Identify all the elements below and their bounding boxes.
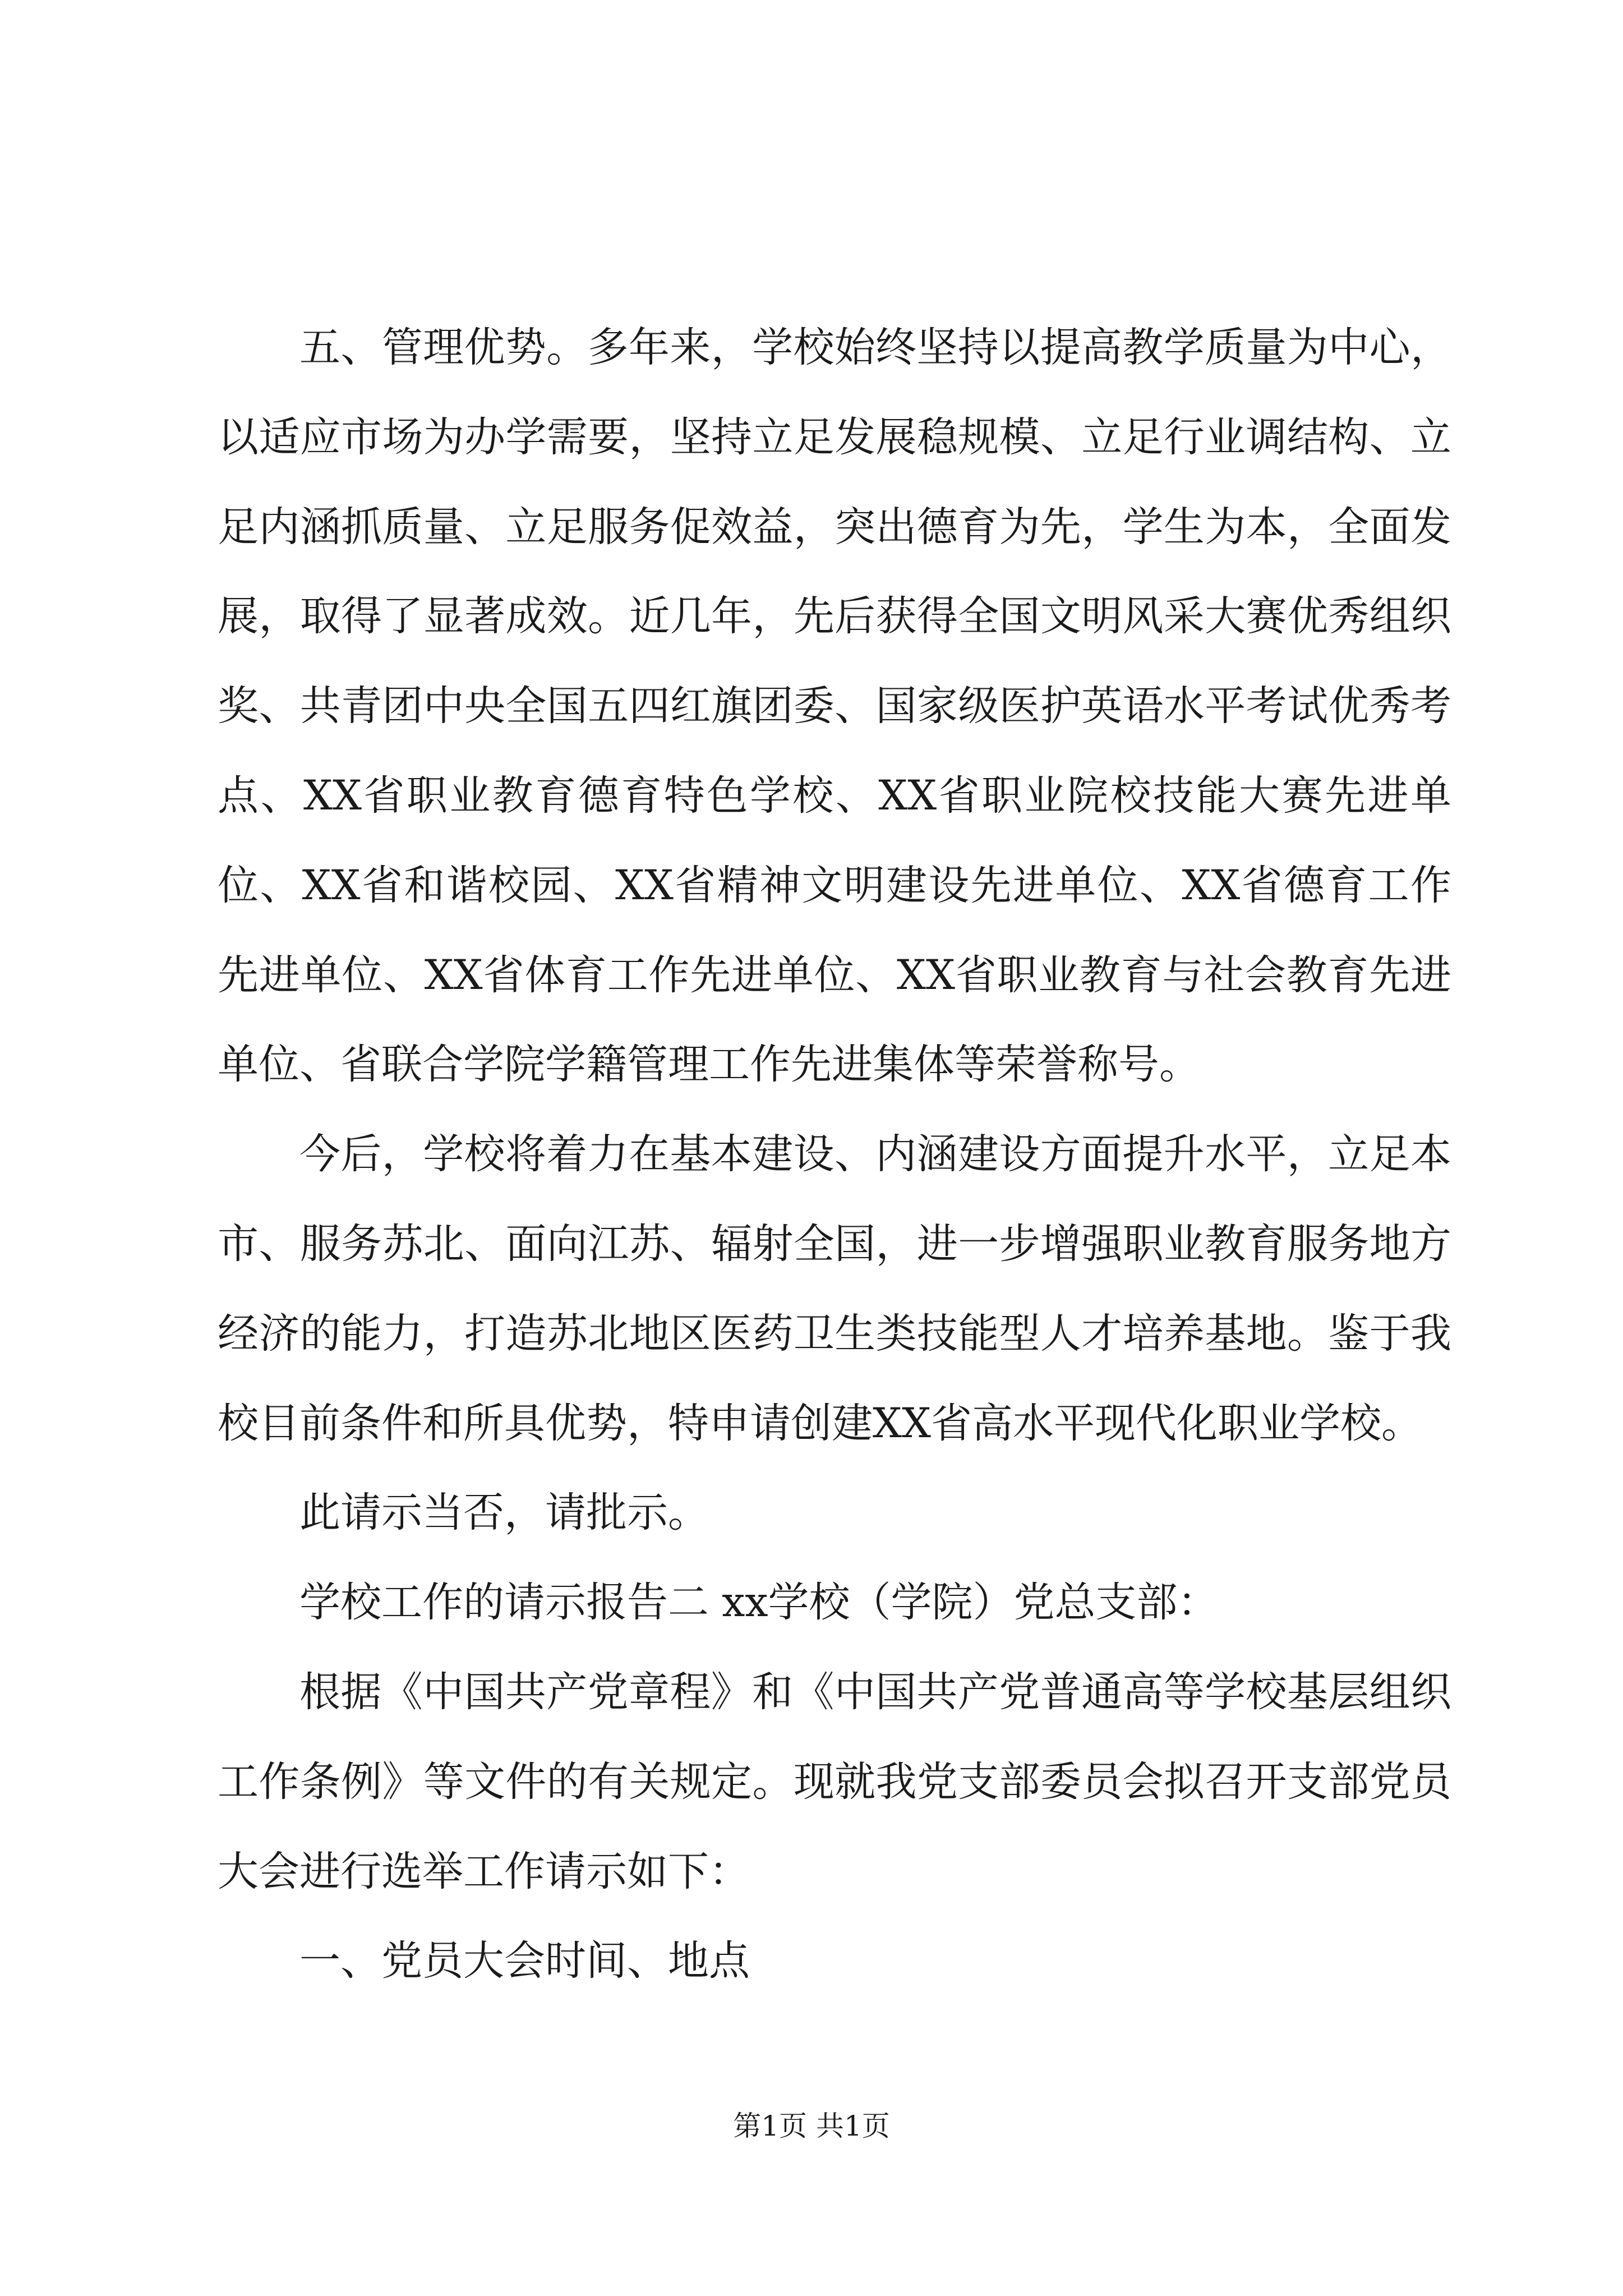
- paragraph-future-plan: 今后，学校将着力在基本建设、内涵建设方面提升水平，立足本市、服务苏北、面向江苏、辐射全国，进一步增强职业教育服务地方经济的能力，打造苏北地区医药卫生类技能型人才培养基地。鉴于我校目前条件和所具优势，特申请创建XX省高水平现代化职业学校。: [218, 1130, 1451, 1447]
- page-footer: 第1页 共1页: [733, 2110, 890, 2142]
- paragraph-election-basis: 根据《中国共产党章程》和《中国共产党普通高等学校基层组织工作条例》等文件的有关规定。现就我党支部委员会拟召开支部党员大会进行选举工作请示如下：: [218, 1668, 1451, 1895]
- paragraph-request-approval: 此请示当否，请批示。: [299, 1489, 709, 1537]
- paragraph-report-two-heading: 学校工作的请示报告二 xx学校（学院）党总支部：: [299, 1579, 1219, 1627]
- paragraph-meeting-time-place: 一、党员大会时间、地点: [299, 1937, 750, 1985]
- paragraph-management-advantage: 五、管理优势。多年来，学校始终坚持以提高教学质量为中心，以适应市场为办学需要，坚持立足发展稳规模、立足行业调结构、立足内涵抓质量、立足服务促效益，突出德育为先，学生为本，全面发展，取得了显著成效。近几年，先后获得全国文明风采大赛优秀组织奖、共青团中央全国五四红旗团委、国家级医护英语水平考试优秀考点、XX省职业教育德育特色学校、XX省职业院校技能大赛先进单位、XX省和谐校园、XX省精神文明建设先进单位、XX省德育工作先进单位、XX省体育工作先进单位、XX省职业教育与社会教育先进单位、省联合学院学籍管理工作先进集体等荣誉称号。: [218, 324, 1451, 1089]
- document-body: [218, 303, 1451, 2006]
